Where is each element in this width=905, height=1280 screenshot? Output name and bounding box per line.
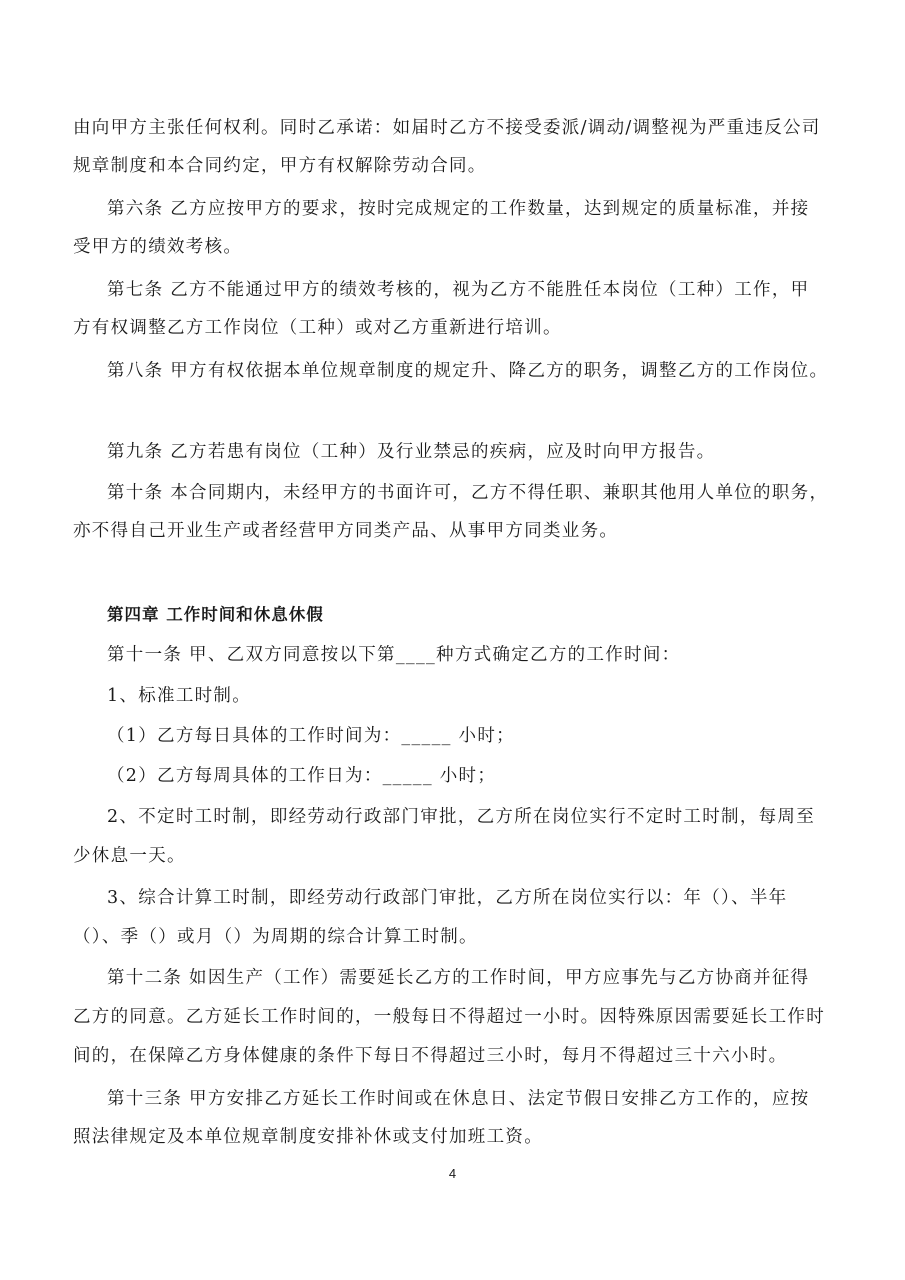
article-10-line: 亦不得自己开业生产或者经营甲方同类产品、从事甲方同类业务。 <box>73 521 619 541</box>
list-item-comprehensive-hours: （）、季（）或月（）为周期的综合计算工时制。 <box>73 927 478 947</box>
article-8-line: 第八条 甲方有权依据本单位规章制度的规定升、降乙方的职务，调整乙方的工作岗位。 <box>107 361 829 381</box>
list-item-comprehensive-hours: 3、综合计算工时制，即经劳动行政部门审批，乙方所在岗位实行以：年（）、半年 <box>107 888 788 908</box>
article-6-line: 受甲方的绩效考核。 <box>73 237 243 257</box>
article-6-line: 第六条 乙方应按甲方的要求，按时完成规定的工作数量，达到规定的质量标准，并接 <box>107 199 810 219</box>
article-12-line: 间的，在保障乙方身体健康的条件下每日不得超过三小时，每月不得超过三十六小时。 <box>73 1046 788 1066</box>
list-item-standard-hours: 1、标准工时制。 <box>107 686 252 706</box>
article-7-line: 方有权调整乙方工作岗位（工种）或对乙方重新进行培训。 <box>73 318 562 338</box>
article-9-line: 第九条 乙方若患有岗位（工种）及行业禁忌的疾病，应及时向甲方报告。 <box>107 442 716 462</box>
paragraph-continuation-line: 由向甲方主张任何权利。同时乙承诺：如届时乙方不接受委派/调动/调整视为严重违反公司 <box>73 118 821 138</box>
article-10-line: 第十条 本合同期内，未经甲方的书面许可，乙方不得任职、兼职其他用人单位的职务， <box>107 483 829 503</box>
list-item-daily-hours: （1）乙方每日具体的工作时间为：_____ 小时； <box>107 726 515 746</box>
page-number: 4 <box>448 1166 457 1181</box>
list-item-weekly-days: （2）乙方每周具体的工作日为：_____ 小时； <box>107 766 497 786</box>
article-11-line: 第十一条 甲、乙双方同意按以下第____种方式确定乙方的工作时间： <box>107 645 681 665</box>
article-12-line: 第十二条 如因生产（工作）需要延长乙方的工作时间，甲方应事先与乙方协商并征得 <box>107 968 810 988</box>
list-item-flexible-hours: 2、不定时工时制，即经劳动行政部门审批，乙方所在岗位实行不定时工时制，每周至 <box>107 807 816 827</box>
chapter-heading: 第四章 工作时间和休息休假 <box>107 605 324 624</box>
list-item-flexible-hours: 少休息一天。 <box>73 846 186 866</box>
article-7-line: 第七条 乙方不能通过甲方的绩效考核的，视为乙方不能胜任本岗位（工种）工作，甲 <box>107 280 810 300</box>
article-12-line: 乙方的同意。乙方延长工作时间的，一般每日不得超过一小时。因特殊原因需要延长工作时 <box>73 1007 825 1027</box>
article-13-line: 照法律规定及本单位规章制度安排补休或支付加班工资。 <box>73 1127 543 1147</box>
article-13-line: 第十三条 甲方安排乙方延长工作时间或在休息日、法定节假日安排乙方工作的，应按 <box>107 1089 810 1109</box>
paragraph-continuation-line: 规章制度和本合同约定，甲方有权解除劳动合同。 <box>73 156 487 176</box>
